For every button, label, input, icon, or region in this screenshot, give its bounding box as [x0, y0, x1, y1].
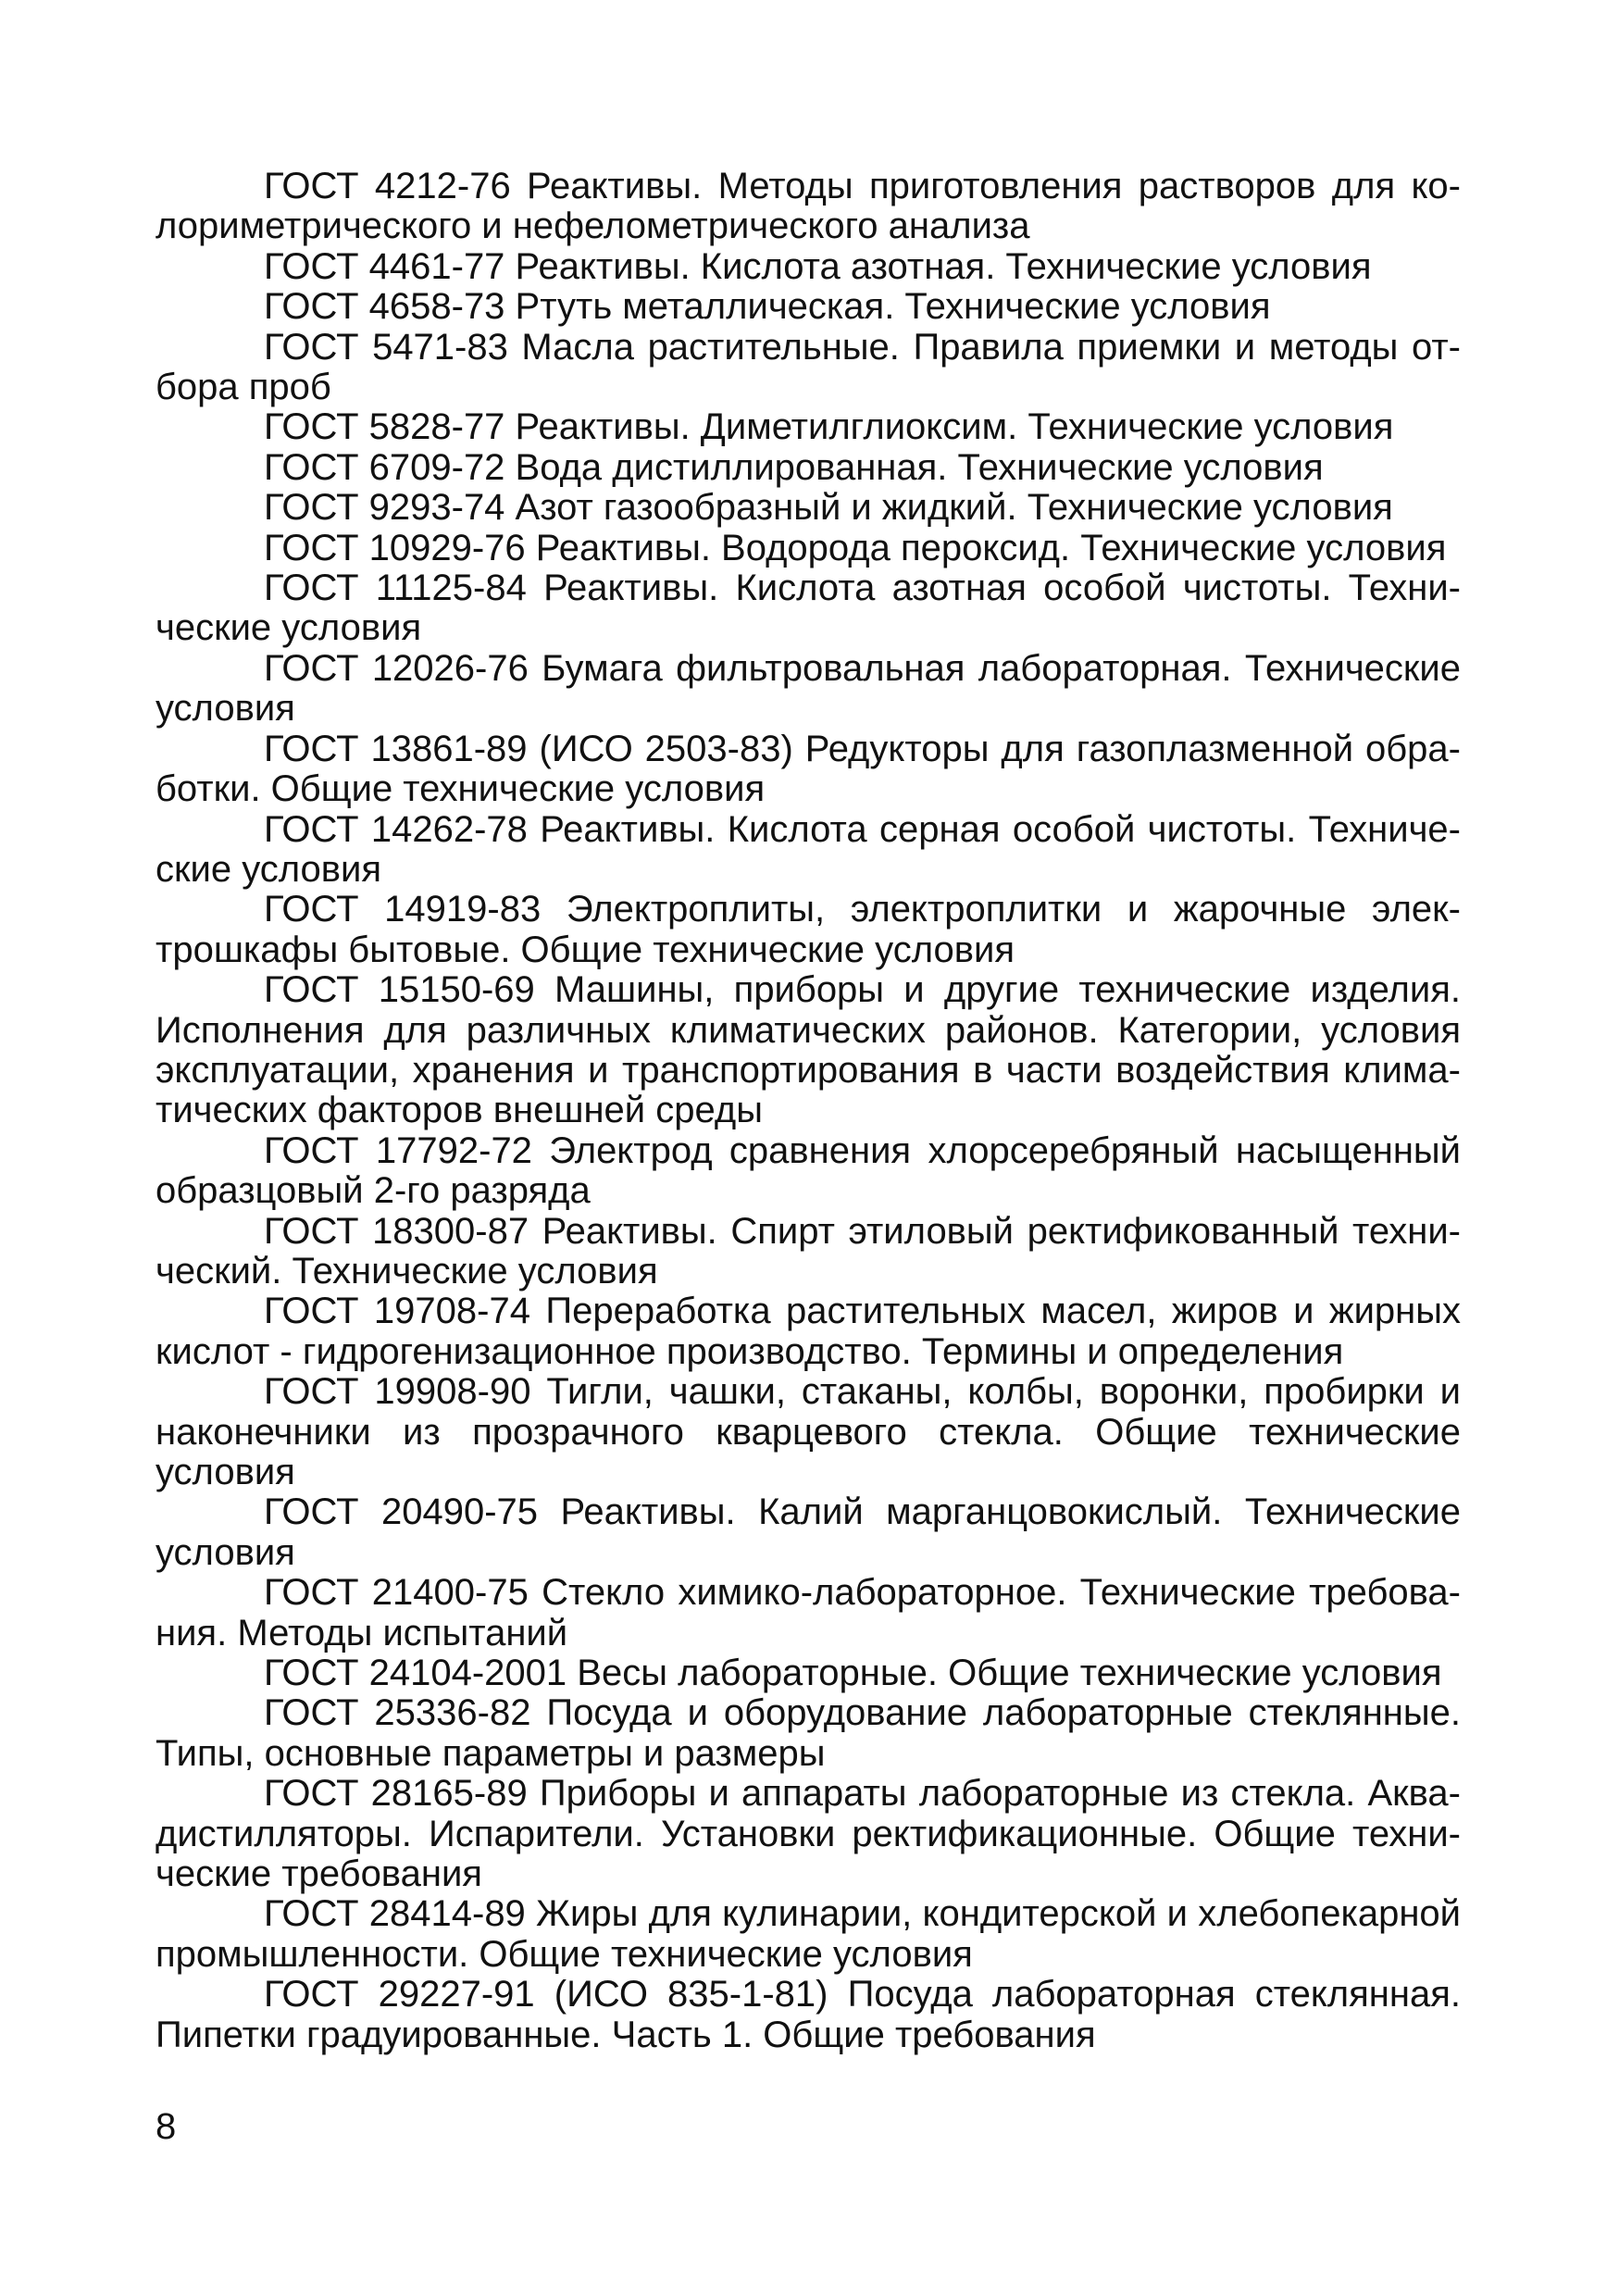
reference-gost-4658-73: ГОСТ 4658-73 Ртуть металлическая. Технические условия [264, 286, 1271, 328]
reference-gost-17792-72: ГОСТ 17792-72 Электрод сравнения хлорсеребряный насыщенный образцовый 2-го разряда [156, 1129, 1461, 1212]
page-number: 8 [156, 2106, 177, 2147]
reference-gost-5828-77: ГОСТ 5828-77 Реактивы. Диметилглиоксим. Технические условия [264, 406, 1394, 448]
reference-gost-15150-69: ГОСТ 15150-69 Машины, приборы и другие технические изделия. Исполнения для различных климатических районов. Категории, условия эксплуатации, хранения и транспортирования в части воздействия климатических факторов внешней среды [156, 969, 1461, 1131]
reference-gost-14919-83: ГОСТ 14919-83 Электроплиты, электроплитки и жарочные электрошкафы бытовые. Общие технические условия [156, 889, 1461, 970]
reference-gost-4212-76: ГОСТ 4212-76 Реактивы. Методы приготовления растворов для колориметрического и нефелометрического анализа [156, 166, 1461, 247]
reference-gost-28414-89: ГОСТ 28414-89 Жиры для кулинарии, кондитерской и хлебопекарной промышленности. Общие технические условия [156, 1893, 1461, 1975]
reference-gost-6709-72: ГОСТ 6709-72 Вода дистиллированная. Технические условия [264, 446, 1324, 488]
reference-gost-4461-77: ГОСТ 4461-77 Реактивы. Кислота азотная. Технические условия [264, 245, 1372, 287]
reference-gost-19908-90: ГОСТ 19908-90 Тигли, чашки, стаканы, колбы, воронки, пробирки и наконечники из прозрачного кварцевого стекла. Общие технические условия [156, 1371, 1461, 1492]
reference-gost-24104-2001: ГОСТ 24104-2001 Весы лабораторные. Общие технические условия [264, 1653, 1442, 1694]
reference-gost-20490-75: ГОСТ 20490-75 Реактивы. Калий марганцовокислый. Технические условия [156, 1491, 1461, 1573]
reference-gost-11125-84: ГОСТ 11125-84 Реактивы. Кислота азотная особой чистоты. Технические условия [156, 568, 1461, 649]
reference-gost-28165-89: ГОСТ 28165-89 Приборы и аппараты лабораторные из стекла. Аквадистилляторы. Испарители. Установки ректификационные. Общие технические требования [156, 1773, 1461, 1895]
reference-gost-21400-75: ГОСТ 21400-75 Стекло химико-лабораторное. Технические требования. Методы испытаний [156, 1572, 1461, 1653]
reference-gost-10929-76: ГОСТ 10929-76 Реактивы. Водорода пероксид. Технические условия [264, 527, 1447, 568]
reference-gost-19708-74: ГОСТ 19708-74 Переработка растительных масел, жиров и жирных кислот - гидрогенизационное производство. Термины и определения [156, 1291, 1461, 1372]
reference-gost-18300-87: ГОСТ 18300-87 Реактивы. Спирт этиловый ректификованный технический. Технические условия [156, 1210, 1461, 1292]
reference-gost-5471-83: ГОСТ 5471-83 Масла растительные. Правила приемки и методы отбора проб [156, 326, 1461, 408]
reference-list [156, 167, 1461, 2055]
reference-gost-29227-91: ГОСТ 29227-91 (ИСО 835-1-81) Посуда лабораторная стеклянная. Пипетки градуированные. Часть 1. Общие требования [156, 1974, 1461, 2055]
reference-gost-25336-82: ГОСТ 25336-82 Посуда и оборудование лабораторные стеклянные. Типы, основные параметры и размеры [156, 1692, 1461, 1774]
reference-gost-13861-89: ГОСТ 13861-89 (ИСО 2503-83) Редукторы для газоплазменной обработки. Общие технические условия [156, 728, 1461, 810]
reference-gost-12026-76: ГОСТ 12026-76 Бумага фильтровальная лабораторная. Технические условия [156, 647, 1461, 730]
reference-gost-9293-74: ГОСТ 9293-74 Азот газообразный и жидкий. Технические условия [264, 487, 1393, 529]
reference-gost-14262-78: ГОСТ 14262-78 Реактивы. Кислота серная особой чистоты. Технические условия [156, 808, 1461, 890]
